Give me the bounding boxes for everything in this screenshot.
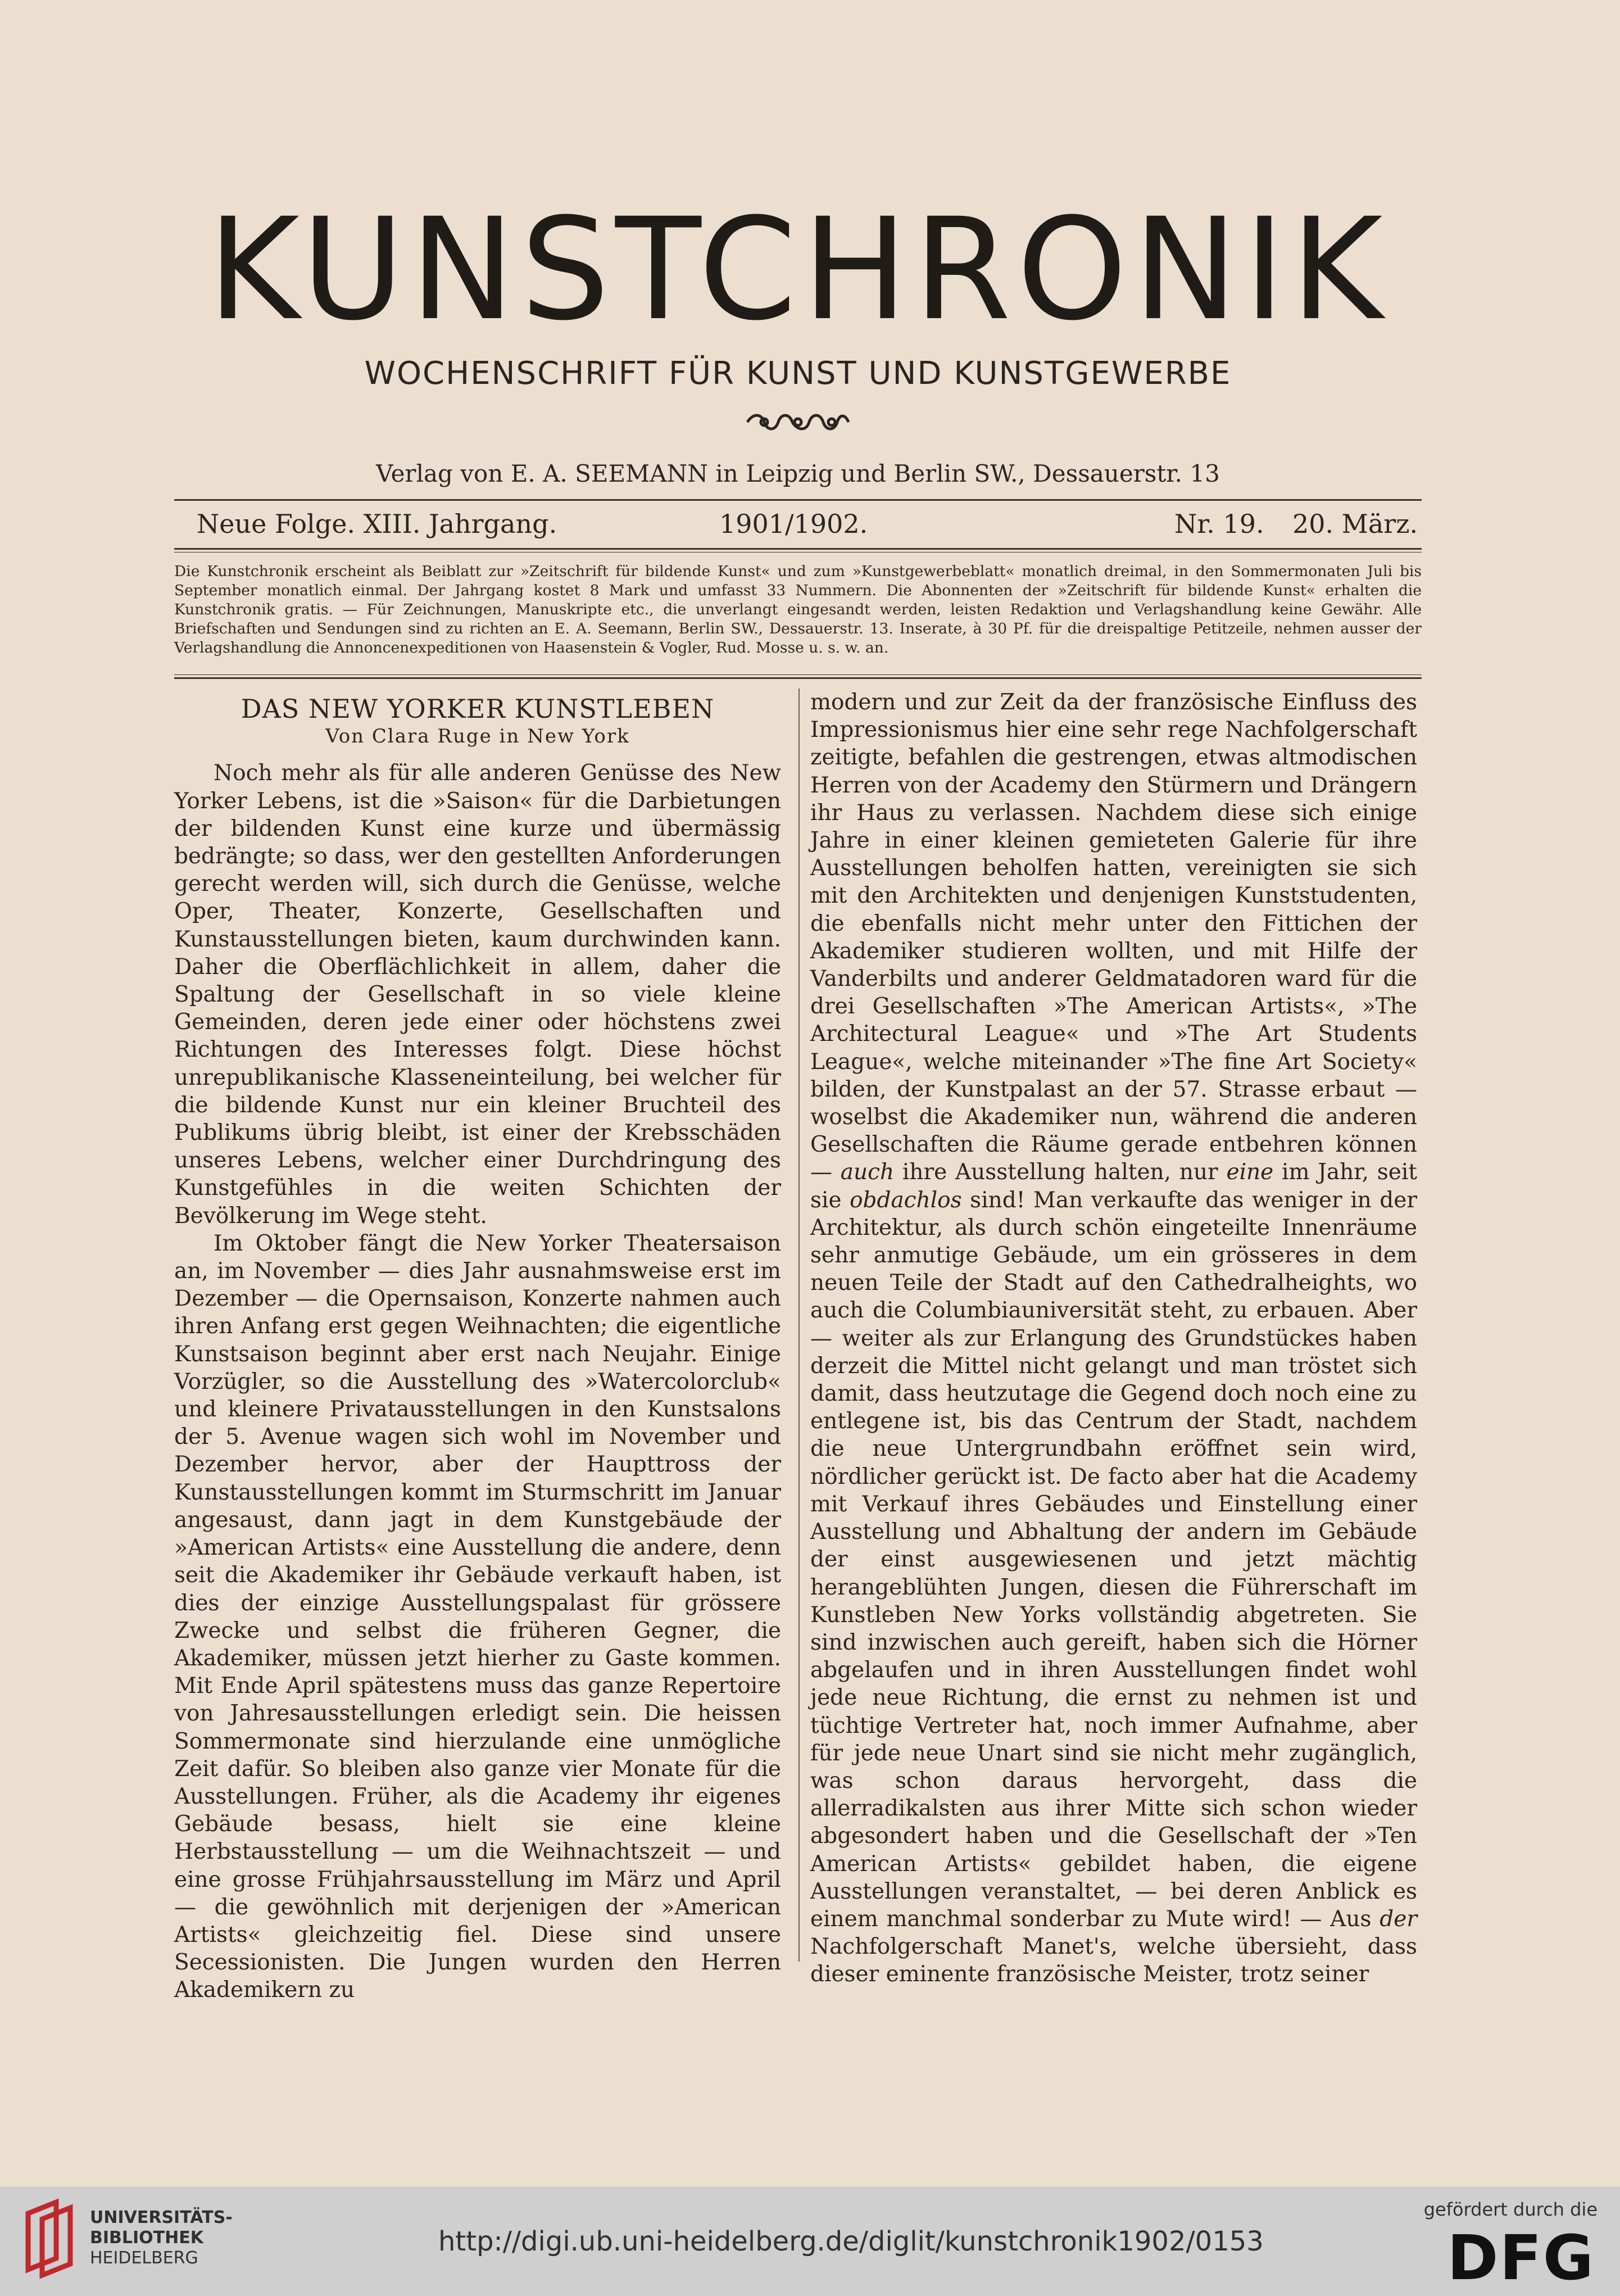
- library-logo-icon: [17, 2197, 84, 2281]
- paragraph: Noch mehr als für alle anderen Genüsse des New Yorker Lebens, ist die »Saison« für die Darbietungen der bildenden Kunst eine kurze und übermässig bedrängte; so dass, wer den gestellten Anforderungen gerecht werden will, sich durch die Genüsse, welche Oper, Theater, Konzerte, Gesellschaften und Kunstausstellungen bieten, kaum durchwinden kann. Daher die Oberflächlichkeit in allem, daher die Spaltung der Gesellschaft in so viele kleine Gemeinden, deren jede einer oder höchstens zwei Richtungen des Interesses folgt. Diese höchst unrepublikanische Klasseneinteilung, bei welcher für die bildende Kunst nur ein kleiner Bruchteil des Publikums übrig bleibt, ist einer der Krebsschäden unseres Lebens, welcher einer Durchdringung des Kunstgefühles in die weiten Schichten der Bevölkerung im Wege steht.: [174, 760, 781, 1229]
- paragraph: [810, 689, 1417, 1989]
- emphasis: der: [1380, 1906, 1417, 1932]
- column-divider: [798, 689, 800, 1962]
- divider: [174, 552, 1422, 553]
- viewer-footer: [0, 2186, 1620, 2296]
- text-run: modern und zur Zeit da der französische Einfluss des Impressionismus hier eine sehr rege Nachfolgerschaft zeitigte, befahlen die gestrengen, etwas altmodischen Herren von der Academy den Stürmern und Drängern ihr Haus zu verlassen. Nachdem diese sich einige Jahre in einer kleinen gemieteten Galerie für ihre Ausstellungen beholfen hatten, vereinigten sie sich mit den Architekten und denjenigen Kunststudenten, die ebenfalls nicht mehr unter den Fittichen der Akademiker studieren wollten, und mit Hilfe der Vanderbilts und anderer Geldmatadoren ward für die drei Gesellschaften »The American Artists«, »The Architectural League« und »The Art Students League«, welche miteinander »The fine Art Society« bilden, der Kunstpalast an der 57. Strasse erbaut — woselbst die Akademiker nun, während die anderen Gesellschaften die Räume gerade entbehren können —: [810, 690, 1417, 1185]
- column-left: [174, 689, 781, 2004]
- text-run: ihre Ausstellung halten, nur: [894, 1160, 1227, 1185]
- issue-series: Neue Folge. XIII. Jahrgang.: [197, 509, 557, 539]
- emphasis: obdachlos: [850, 1187, 962, 1213]
- subscription-notice: Die Kunstchronik erscheint als Beiblatt zur »Zeitschrift für bildende Kunst« und zum »Kunstgewerbeblatt« monatlich dreimal, in den Sommermonaten Juli bis September monatlich einmal. Der Jahrgang kostet 8 Mark und umfasst 33 Nummern. Die Abonnenten der »Zeitschrift für bildende Kunst« erhalten die Kunstchronik gratis. — Für Zeichnungen, Manuskripte etc., die unverlangt eingesandt werden, leisten Redaktion und Verlagshandlung keine Gewähr. Alle Briefschaften und Sendungen sind zu richten an E. A. Seemann, Berlin SW., Dessauerstr. 13. Inserate, à 30 Pf. für die dreispaltige Petitzeile, nehmen ausser der Verlagshandlung die Annoncenexpeditionen von Haasenstein & Vogler, Rud. Mosse u. s. w. an.: [174, 563, 1422, 656]
- divider: [174, 499, 1422, 501]
- divider: [174, 677, 1422, 679]
- column-right: [810, 689, 1417, 1989]
- publisher-line: Verlag von E. A. SEEMANN in Leipzig und Berlin SW., Dessauerstr. 13: [376, 460, 1220, 487]
- funded-by-label: gefördert durch die: [1423, 2199, 1598, 2220]
- dfg-logo: DFG: [1447, 2222, 1595, 2294]
- permalink-url[interactable]: http://digi.ub.uni-heidelberg.de/diglit/kunstchronik1902/0153: [438, 2226, 1264, 2257]
- masthead-title: KUNSTCHRONIK: [207, 188, 1388, 351]
- library-name-line: HEIDELBERG: [90, 2248, 198, 2268]
- divider: [174, 548, 1422, 550]
- article-title: DAS NEW YORKER KUNSTLEBEN: [240, 694, 715, 724]
- emphasis: auch: [840, 1160, 895, 1185]
- article-byline: Von Clara Ruge in New York: [325, 725, 630, 748]
- issue-line: [197, 509, 1418, 542]
- text-run: Nachfolgerschaft Manet's, welche übersieht, dass dieser eminente französische Meister, trotz seiner: [810, 1934, 1417, 1987]
- divider: [174, 674, 1422, 675]
- text-run: im Jahr, seit sie: [810, 1160, 1418, 1213]
- ornament-icon: [745, 410, 851, 434]
- text-run: sind! Man verkaufte das weniger in der Architektur, als durch schön eingeteilte Innenräume sehr anmutige Gebäude, um ein grösseres in dem neuen Teile der Stadt auf den Cathedralheights, wo auch die Columbiauniversität steht, zu erbauen. Aber — weiter als zur Erlangung des Grundstückes haben derzeit die Mittel nicht gelangt und man tröstet sich damit, dass heutzutage die Gegend doch noch eine zu entlegene ist, bis das Centrum der Stadt, nachdem die neue Untergrundbahn eröffnet sein wird, nördlicher gerückt ist. De facto aber hat die Academy mit Verkauf ihres Gebäudes und Einstellung einer Ausstellung und Abhaltung der andern im Gebäude der einst ausgewiesenen und jetzt mächtig herangeblühten Jungen, diesen die Führerschaft im Kunstleben New Yorks vollständig abgetreten. Sie sind inzwischen auch gereift, haben sich die Hörner abgelaufen und in ihren Ausstellungen findet wohl jede neue Richtung, die ernst zu nehmen ist und tüchtige Vertreter hat, noch immer Aufnahme, aber für jede neue Unart sind sie nicht mehr zugänglich, was schon daraus hervorgeht, dass die allerradikalsten aus ihrer Mitte sich schon wieder abgesondert haben und die Gesellschaft der »Ten American Artists« gebildet haben, die eigene Ausstellungen veranstaltet, — bei deren Anblick es einem manchmal sonderbar zu Mute wird! — Aus: [810, 1187, 1417, 1932]
- issue-date: 20. März.: [1292, 509, 1418, 539]
- masthead-subtitle: WOCHENSCHRIFT FÜR KUNST UND KUNSTGEWERBE: [364, 355, 1232, 392]
- emphasis: eine: [1226, 1160, 1274, 1185]
- issue-year: 1901/1902.: [719, 509, 868, 539]
- library-name-line: BIBLIOTHEK: [90, 2228, 203, 2248]
- library-name: [90, 2208, 233, 2268]
- library-name-line: UNIVERSITÄTS-: [90, 2208, 233, 2227]
- paragraph: Im Oktober fängt die New Yorker Theatersaison an, im November — dies Jahr ausnahmsweise erst im Dezember — die Opernsaison, Konzerte nahmen auch ihren Anfang erst gegen Weihnachten; die eigentliche Kunstsaison beginnt aber erst nach Neujahr. Einige Vorzügler, so die Ausstellung des »Watercolorclub« und kleinere Privatausstellungen in den Kunstsalons der 5. Avenue wagen sich wohl im November und Dezember hervor, aber der Haupttross der Kunstausstellungen kommt im Sturmschritt im Januar angesaust, dann jagt in dem Kunstgebäude der »American Artists« eine Ausstellung die andere, denn seit die Akademiker ihr Gebäude verkauft haben, ist dies der einzige Ausstellungspalast für grössere Zwecke und selbst die früheren Gegner, die Akademiker, müssen jetzt hierher zu Gaste kommen. Mit Ende April spätestens muss das ganze Repertoire von Jahresausstellungen erledigt sein. Die heissen Sommermonate sind hierzulande eine unmögliche Zeit dafür. So bleiben also ganze vier Monate für die Ausstellungen. Früher, als die Academy ihr eigenes Gebäude besass, hielt sie eine kleine Herbstausstellung — um die Weihnachtszeit — und eine grosse Frühjahrsausstellung im März und April — die gewöhnlich mit derjenigen der »American Artists« gleichzeitig fiel. Diese sind unsere Secessionisten. Die Jungen wurden den Herren Akademikern zu: [174, 1230, 781, 2003]
- issue-number: Nr. 19.: [1174, 509, 1264, 539]
